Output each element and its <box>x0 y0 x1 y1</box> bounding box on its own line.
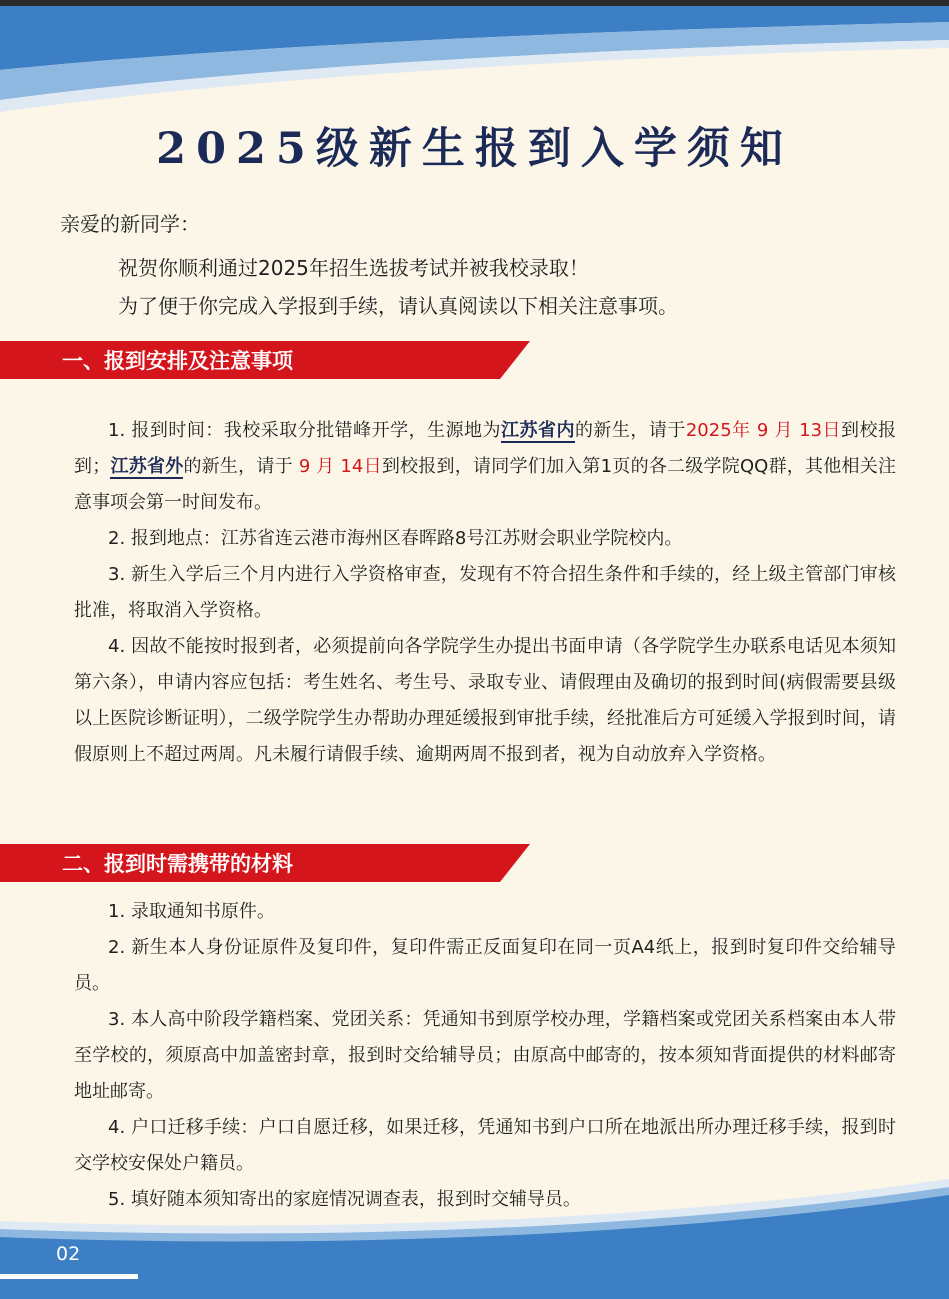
section1-item-3: 3. 新生入学后三个月内进行入学资格审查，发现有不符合招生条件和手续的，经上级主管部门审核批准，将取消入学资格。 <box>74 564 896 621</box>
intro-line-1: 祝贺你顺利通过2025年招生选拔考试并被我校录取！ <box>118 256 589 280</box>
highlight-out-province: 江苏省外 <box>110 456 184 477</box>
section2-heading: 二、报到时需携带的材料 <box>62 852 293 876</box>
intro-line-2: 为了便于你完成入学报到手续，请认真阅读以下相关注意事项。 <box>118 294 678 318</box>
page-number-underline <box>0 1274 138 1279</box>
section1-item-1 <box>74 413 896 521</box>
item1-text-d: 的新生，请于 <box>183 456 299 477</box>
greeting: 亲爱的新同学： <box>60 212 200 236</box>
item1-text-e: 到校报到，请同学们加入第1页的各二级学院QQ群，其他相关注意事项会第一时间发布。 <box>74 456 896 513</box>
item1-text-b: 的新生，请于 <box>574 420 686 441</box>
date-in-province: 2025年 9 月 13日 <box>685 420 842 441</box>
highlight-in-province: 江苏省内 <box>501 420 575 441</box>
section2-item-2: 2. 新生本人身份证原件及复印件，复印件需正反面复印在同一页A4纸上，报到时复印件交给辅导员。 <box>74 937 896 994</box>
item1-text-a: 1. 报到时间：我校采取分批错峰开学，生源地为 <box>108 420 502 441</box>
section1-heading: 一、报到安排及注意事项 <box>62 349 293 373</box>
section2-item-4: 4. 户口迁移手续：户口自愿迁移，如果迁移，凭通知书到户口所在地派出所办理迁移手续，报到时交学校安保处户籍员。 <box>74 1117 896 1174</box>
section1-banner <box>0 341 530 379</box>
section2-item-5: 5. 填好随本须知寄出的家庭情况调查表，报到时交辅导员。 <box>108 1189 581 1210</box>
section2-banner <box>0 844 530 882</box>
bottom-wave-decoration <box>0 1179 949 1299</box>
item1-text-c: 到校报到； <box>74 420 896 477</box>
section2-item-1: 1. 录取通知书原件。 <box>108 901 275 922</box>
section2-item-3: 3. 本人高中阶段学籍档案、党团关系：凭通知书到原学校办理，学籍档案或党团关系档案由本人带至学校的，须原高中加盖密封章，报到时交给辅导员；由原高中邮寄的，按本须知背面提供的材料邮寄地址邮寄。 <box>74 1009 896 1102</box>
page-number: 02 <box>56 1243 81 1265</box>
top-wave-decoration <box>0 0 949 130</box>
section1-item-2: 2. 报到地点：江苏省连云港市海州区春晖路8号江苏财会职业学院校内。 <box>108 528 683 549</box>
date-out-province: 9 月 14日 <box>298 456 382 477</box>
page-title: 2025级新生报到入学须知 <box>156 124 793 174</box>
section1-item-4: 4. 因故不能按时报到者，必须提前向各学院学生办提出书面申请（各学院学生办联系电话见本须知第六条），申请内容应包括：考生姓名、考生号、录取专业、请假理由及确切的报到时间(病假需要县级以上医院诊断证明），二级学院学生办帮助办理延缓报到审批手续，经批准后方可延缓入学报到时间，请假原则上不超过两周。凡未履行请假手续、逾期两周不报到者，视为自动放弃入学资格。 <box>74 636 896 765</box>
